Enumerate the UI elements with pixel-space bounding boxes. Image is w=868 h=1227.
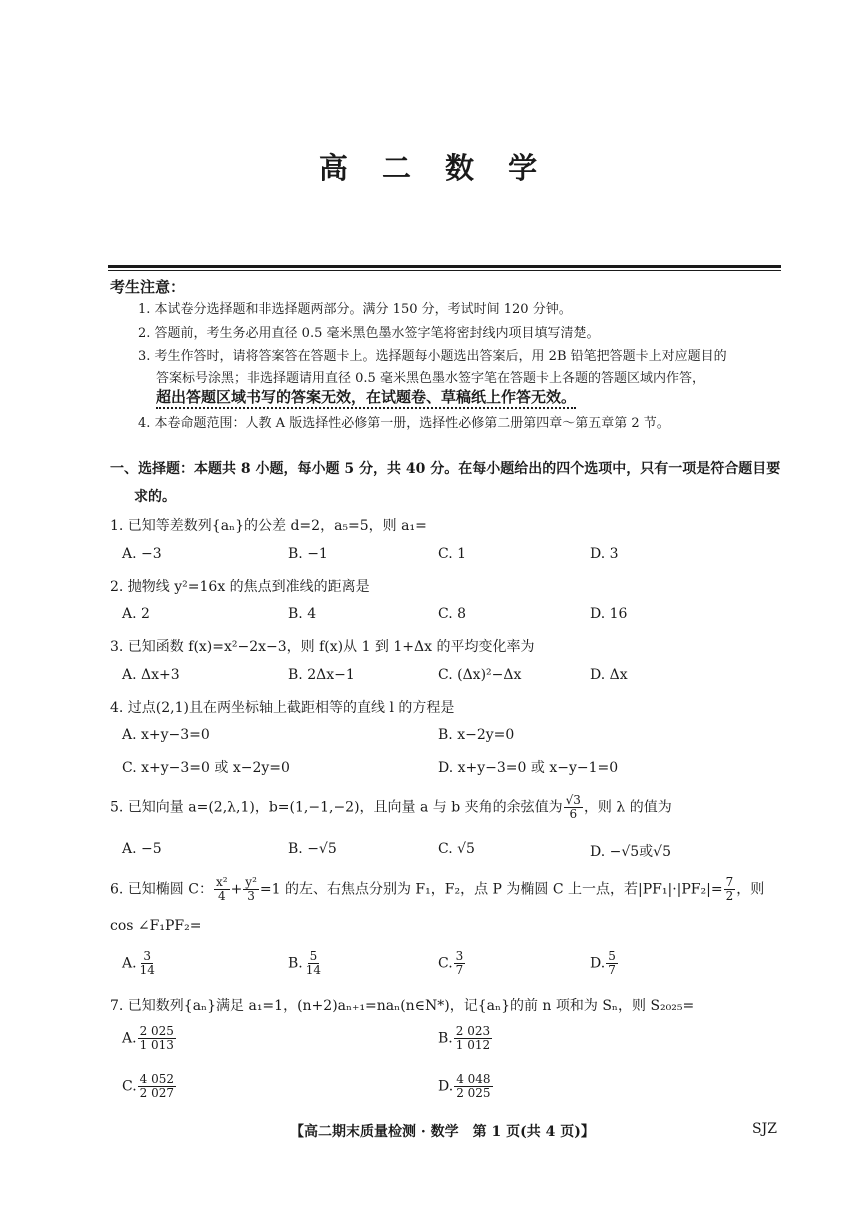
q4-option-a: A. x+y−3=0 [122,727,210,743]
q6-part-1: 6. 已知椭圆 C： [110,881,213,898]
q6-fraction-product [724,876,736,903]
notice-heading: 考生注意： [110,278,186,296]
q6-a-fraction [138,950,157,977]
notice-item-3-cont: 答案标号涂黑；非选择题请用直径 0.5 毫米黑色墨水签字笔在答题卡上各题的答题区域内作答， [156,371,705,386]
q6-b-fraction [304,950,323,977]
question-2-stem: 2. 抛物线 y²=16x 的焦点到准线的距离是 [110,579,370,595]
notice-item-3-emphasis [156,386,576,407]
notice-item-4: 4. 本卷命题范围：人教 A 版选择性必修第一册，选择性必修第二册第四章～第五章第 2 节。 [138,416,670,431]
q6-d-label: D. [590,955,606,972]
question-6-line-2: cos ∠F₁PF₂= [110,918,202,934]
q5-option-d: D. −√5或√5 [590,844,672,860]
q6-part-3: =1 的左、右焦点分别为 F₁，F₂，点 P 为椭圆 C 上一点，若|PF₁|·|PF₂|= [259,881,723,898]
question-6-stem [110,876,764,903]
q3-option-b: B. 2Δx−1 [288,667,355,683]
question-3-stem: 3. 已知函数 f(x)=x²−2x−3，则 f(x)从 1 到 1+Δx 的平均变化率为 [110,639,535,655]
q7-d-label: D. [438,1078,454,1095]
question-4-stem: 4. 过点(2,1)且在两坐标轴上截距相等的直线 l 的方程是 [110,700,455,716]
q5-frac-den: 6 [569,807,578,821]
page-title: 高 二 数 学 [318,151,550,185]
header-rule [108,265,781,268]
q5-stem-pre: 5. 已知向量 a=(2,λ,1)，b=(1,−1,−2)，且向量 a 与 b 夹角的余弦值为 [110,799,563,816]
q7-a-num: 2 025 [139,1024,174,1038]
q1-option-d: D. 3 [590,546,619,562]
q7-c-num: 4 052 [139,1072,175,1086]
q7-option-c [122,1073,177,1100]
q7-option-d [438,1073,494,1100]
q6-c-label: C. [438,955,453,972]
q6-a-label: A. [122,955,137,972]
q2-option-c: C. 8 [438,606,467,622]
q2-option-b: B. 4 [288,606,317,622]
q6-part-2: + [230,881,243,898]
q7-a-fraction [138,1025,176,1052]
q6-fraction-y [243,876,259,903]
footer-code: SJZ [752,1121,777,1137]
q7-option-b [438,1025,493,1052]
notice-emphasis-text: 超出答题区域书写的答案无效，在试题卷、草稿纸上作答无效。 [156,388,576,409]
q6-part-4: ，则 [736,881,765,898]
q3-option-a: A. Δx+3 [122,667,180,683]
q7-d-den: 2 025 [456,1086,491,1100]
q4-option-d: D. x+y−3=0 或 x−y−1=0 [438,760,619,776]
q6-c-num: 3 [455,949,464,963]
q6-f1-num: x² [215,875,228,889]
question-1-stem: 1. 已知等差数列{aₙ}的公差 d=2，a₅=5，则 a₁= [110,518,427,534]
q6-option-b [288,950,324,977]
q7-a-den: 1 013 [139,1038,174,1052]
q7-option-a [122,1025,177,1052]
q6-f3-den: 2 [725,889,734,903]
q2-option-a: A. 2 [122,606,150,622]
q6-c-fraction [454,950,466,977]
q6-option-d [590,950,619,977]
q6-b-num: 5 [309,949,318,963]
notice-item-2: 2. 答题前，考生务必用直径 0.5 毫米黑色墨水签字笔将密封线内项目填写清楚。 [138,326,600,341]
q7-b-den: 1 012 [455,1038,491,1052]
q7-c-den: 2 027 [139,1086,175,1100]
section-heading-cont: 求的。 [134,489,176,505]
q6-d-num: 5 [608,949,616,963]
q5-fraction [564,794,583,821]
q5-option-a: A. −5 [122,841,162,857]
q6-b-den: 14 [305,963,322,977]
q7-a-label: A. [122,1030,137,1047]
q7-d-fraction [454,1073,492,1100]
q6-option-a [122,950,158,977]
q3-option-d: D. Δx [590,667,628,683]
q1-option-c: C. 1 [438,546,467,562]
q1-option-b: B. −1 [288,546,328,562]
q2-option-d: D. 16 [590,606,628,622]
q6-a-num: 3 [143,949,152,963]
q7-b-num: 2 023 [455,1024,491,1038]
q6-b-label: B. [288,955,303,972]
q6-a-den: 14 [139,963,155,977]
q7-d-num: 4 048 [456,1072,491,1086]
q7-b-label: B. [438,1030,453,1047]
q6-f3-num: 7 [725,875,734,889]
q6-c-den: 7 [455,963,464,977]
question-7-stem: 7. 已知数列{aₙ}满足 a₁=1，(n+2)aₙ₊₁=naₙ(n∈N*)，记{aₙ}的前 n 项和为 Sₙ，则 S₂₀₂₅= [110,998,695,1014]
q6-option-c [438,950,466,977]
question-5-stem [110,794,672,821]
q1-option-a: A. −3 [122,546,162,562]
q7-c-fraction [138,1073,176,1100]
q6-f2-num: y² [245,875,257,889]
q5-option-c: C. √5 [438,841,475,857]
page-footer: 【高二期末质量检测 · 数学 第 1 页(共 4 页)】 [290,1124,595,1140]
notice-item-1: 1. 本试卷分选择题和非选择题两部分。满分 150 分，考试时间 120 分钟。 [138,302,572,317]
q7-b-fraction [454,1025,492,1052]
q5-frac-num: √3 [565,793,581,807]
notice-item-3: 3. 考生作答时，请将答案答在答题卡上。选择题每小题选出答案后，用 2B 铅笔把答题卡上对应题目的 [138,349,727,364]
header-rule-thin [108,270,781,271]
q6-d-fraction [606,950,618,977]
q3-option-c: C. (Δx)²−Δx [438,667,522,683]
q4-option-b: B. x−2y=0 [438,727,515,743]
q6-f2-den: 3 [247,889,255,903]
q5-option-b: B. −√5 [288,841,337,857]
section-heading: 一、选择题：本题共 8 小题，每小题 5 分，共 40 分。在每小题给出的四个选项中，只有一项是符合题目要 [110,461,781,477]
q6-f1-den: 4 [217,889,226,903]
q6-fraction-x [214,876,230,903]
q7-c-label: C. [122,1078,137,1095]
q4-option-c: C. x+y−3=0 或 x−2y=0 [122,760,290,776]
q5-stem-post: ，则 λ 的值为 [583,799,672,816]
q6-d-den: 7 [608,963,616,977]
